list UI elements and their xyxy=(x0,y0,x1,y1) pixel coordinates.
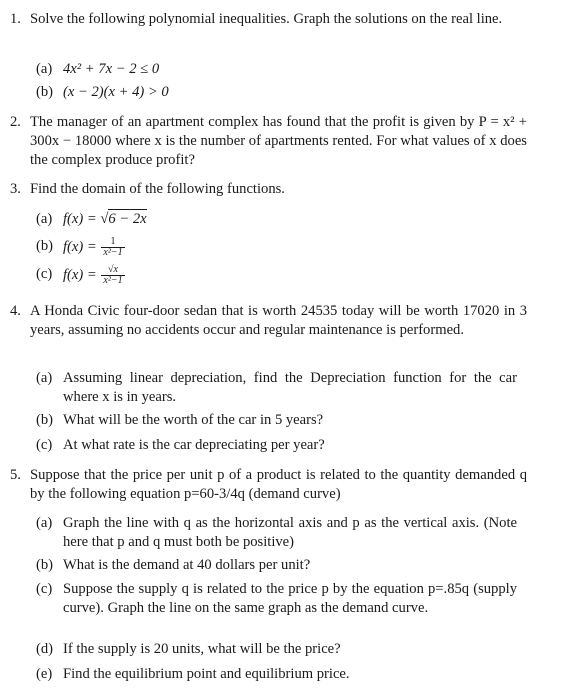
denominator: x²−1 xyxy=(103,275,123,286)
part-label: (c) xyxy=(36,437,53,453)
part-text: If the supply is 20 units, what will be the price? xyxy=(63,641,341,657)
part-text: What will be the worth of the car in 5 years? xyxy=(63,412,324,428)
function-expression xyxy=(63,237,517,258)
part-text: What is the demand at 40 dollars per unit? xyxy=(63,557,311,573)
inequality-expression: 4x² + 7x − 2 ≤ 0 xyxy=(63,61,160,77)
problem-text: A Honda Civic four-door sedan that is worth 24535 today will be worth 17020 in 3 years, assuming no accidents occur and regular maintenance is performed. xyxy=(30,303,527,338)
part-label: (b) xyxy=(36,557,54,573)
part-text: Find the equilibrium point and equilibrium price. xyxy=(63,666,350,682)
part-label: (d) xyxy=(36,641,54,657)
function-lhs: f(x) = xyxy=(63,266,97,283)
numerator: √x xyxy=(101,265,124,276)
sqrt-sign: √ xyxy=(100,211,109,227)
part-label: (b) xyxy=(36,84,54,100)
part-text: At what rate is the car depreciating per year? xyxy=(63,437,325,453)
fraction xyxy=(101,237,124,258)
part-label: (c) xyxy=(36,581,53,597)
part-text: Assuming linear depreciation, find the Depreciation function for the car where x is in years. xyxy=(63,370,517,405)
part-label: (b) xyxy=(36,412,54,428)
problem-text: The manager of an apartment complex has found that the profit is given by P = x² + 300x − 18000 where x is the number of apartments rented. For what values of x does the complex produce profit? xyxy=(30,114,527,168)
part-label: (b) xyxy=(36,238,54,254)
fraction xyxy=(101,265,124,286)
part-text: Suppose the supply q is related to the price p by the equation p=.85q (supply curve). Graph the line on the same graph as the demand curve. xyxy=(63,581,517,616)
part-label: (a) xyxy=(36,211,53,227)
inequality-expression: (x − 2)(x + 4) > 0 xyxy=(63,84,169,100)
radicand: 6 − 2x xyxy=(108,211,147,227)
numerator: 1 xyxy=(101,237,124,248)
problem-text: Solve the following polynomial inequalities. Graph the solutions on the real line. xyxy=(30,11,503,27)
problem-number: 1. xyxy=(10,11,21,27)
part-label: (a) xyxy=(36,370,53,386)
part-label: (c) xyxy=(36,266,53,282)
denominator: x²−1 xyxy=(103,247,123,258)
function-lhs: f(x) = xyxy=(63,211,97,227)
part-label: (a) xyxy=(36,61,53,77)
problem-text: Find the domain of the following functions. xyxy=(30,181,285,197)
function-expression xyxy=(63,265,517,286)
problem-text: Suppose that the price per unit p of a product is related to the quantity demanded q by the following equation p=60-3/4q (demand curve) xyxy=(30,467,527,502)
problem-number: 5. xyxy=(10,467,21,483)
function-expression xyxy=(63,210,517,229)
problem-number: 3. xyxy=(10,181,21,197)
part-label: (e) xyxy=(36,666,53,682)
problem-number: 4. xyxy=(10,303,21,319)
function-lhs: f(x) = xyxy=(63,238,97,255)
problem-number: 2. xyxy=(10,114,21,130)
part-label: (a) xyxy=(36,515,53,531)
part-text: Graph the line with q as the horizontal axis and p as the vertical axis. (Note here that p and q must both be positive) xyxy=(63,515,517,550)
